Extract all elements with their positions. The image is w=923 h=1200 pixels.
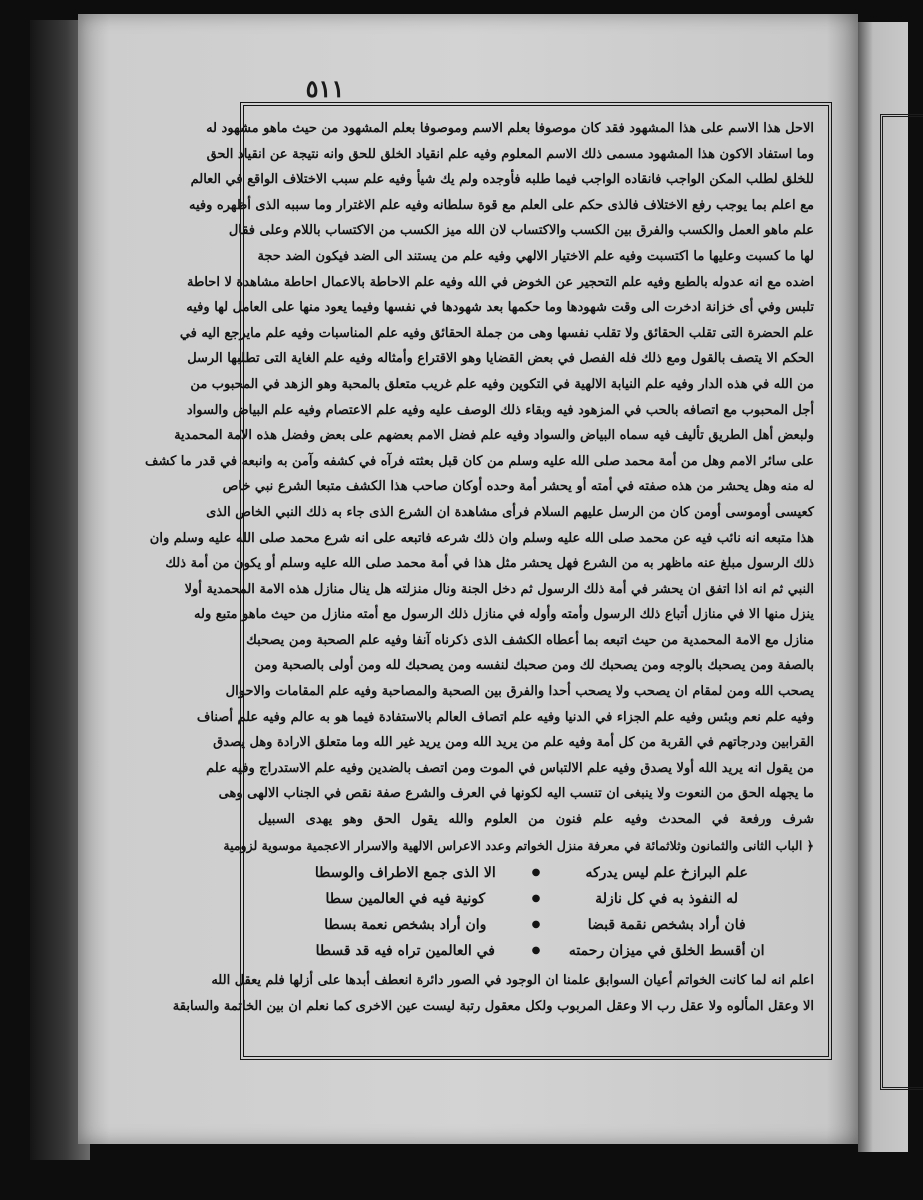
text-line: ولبعض أهل الطريق تأليف فيه سماه البياض والسواد وفيه علم فضل الامم بعضهم على بعض وفضل هذه الامة المحمدية [174,428,814,444]
text-line: تلبس وفي أى خزانة ادخرت الى وقت شهودها وما حكمها بعد شهودها في نفسها وفيما يعود منها على العامل لها وفيه [186,300,814,316]
text-line: من يقول انه يريد الله أولا يصدق وفيه علم الالتباس في الموت ومن اتصف بالضدين وفيه علم الاستدراج وفيه علم [206,760,814,776]
text-block [145,116,814,1052]
verse-first-hemistich: له النفوذ به في كل نازلة [595,891,739,908]
text-line: النبي ثم انه اذا اتفق ان يحشر في أمة ذلك الرسول ثم دخل الجنة ونال منزلته هل ينال منازل هذه الامة المحمدية أولا [184,581,814,597]
chapter-heading: ﴿ الباب الثانى والثمانون وثلاثمائة في معرفة منزل الخواتم وعدد الاعراس الالهية والاسرار الاعجمية موسوية لزومية [223,837,814,853]
text-line: ذلك الرسول مبلغ عنه ماظهر به من الشرع فهل يحشر مثل هذا في أمة محمد صلى الله عليه وسلم أو يكون من أمة ذلك [165,556,814,572]
text-line: بالصفة ومن يصحبك بالوجه ومن يصحبك لك ومن صحبك لنفسه ومن يصحبك لله ومن أولى بالصحبة ومن [254,658,814,674]
text-line: القرابين ودرجاتهم في القربة من كل أمة وفيه علم من يريد الله ومن يريد غير الله وما متعلق الارادة وهل يصدق [213,735,814,751]
text-line: يصحب الله ومن لمقام ان يصحب ولا يصحب أحدا والفرق بين الصحبة والمصاحبة وفيه علم المقامات والاحوال [225,684,814,700]
text-line: شرف ورفعة في المحدث وفيه علم فنون من العلوم والله يقول الحق وهو يهدى السبيل [258,812,814,828]
verse-first-hemistich: ان أقسط الخلق في ميزان رحمته [568,943,765,960]
facing-page-edge [858,22,908,1152]
closing-text [172,968,814,1019]
verse-first-hemistich: علم البرازخ علم ليس يدركه [585,865,748,882]
text-line: وفيه علم نعم وبئس وفيه علم الجزاء في الدنيا وفيه علم اتصاف العالم بالاستفادة فيما هو به عالم وفيه علم أصناف [196,709,814,725]
text-line: كعيسى أوموسى أومن كان من الرسل عليهم السلام فرأى مشاهدة ان الشرع الذى جاء به ذلك النبي الخاص الذى [206,504,814,520]
text-line: أجل المحبوب مع اتصافه بالحب في المزهود فيه وبقاء ذلك الوصف عليه وفيه علم الاعتصام وفيه علم البياض والسواد [186,402,814,418]
verse-separator-dot: ● [531,867,541,879]
facing-page-frame [880,114,923,1090]
poem-verse [294,886,778,912]
verse-first-hemistich: فان أراد بشخص نقمة قبضا [587,917,746,934]
page-number: ٥١١ [305,74,345,103]
text-line: هذا متبعه انه نائب فيه عن محمد صلى الله عليه وسلم وان ذلك شرعه فاتبعه على انه شرع محمد صلى الله عليه وسلم وان [149,530,814,546]
verse-second-hemistich: وان أراد بشخص نعمة بسطا [324,917,487,934]
text-line: منازل مع الامة المحمدية من حيث اتبعه بما أعطاه الكشف الذى ذكرناه آنفا وفيه علم الصحبة ومن يصحبك [246,632,814,648]
text-line: الاحل هذا الاسم على هذا المشهود فقد كان موصوفا بعلم الاسم وموصوفا بعلم المشهود من حيث ماهو مشهود له [206,121,814,136]
verse-separator-dot: ● [531,893,541,905]
text-line: للخلق لطلب المكن الواجب فانقاده الواجب فيما طلبه فأوجده ولم يك شيأ وفيه علم سبب الاختلاف الواقع في العالم [190,172,814,188]
verse-separator-dot: ● [531,945,541,957]
text-line: ينزل منها الا في منازل أتباع ذلك الرسول وأمته وأوله في منازل ذلك الرسول مع أمته منازل من حيث ماهو متبع وله [194,607,814,623]
verse-second-hemistich: الا الذى جمع الاطراف والوسطا [314,865,496,882]
text-line: مع اعلم بما يوجب رفع الاختلاف فالذى حكم على العلم مع قوة سلطانه وفيه علم الاغترار وما سببه الذى أظهره وفيه [188,197,814,213]
text-line: وما استفاد الاكون هذا المشهود مسمى ذلك الاسم المعلوم وفيه علم انقياد الخلق للحق وانه نتيجة عن انقياد الحق [206,146,814,162]
verse-separator-dot: ● [531,919,541,931]
text-line: علم ماهو العمل والكسب والفرق بين الكسب والاكتساب لان الله ميز الكسب من الاكتساب باللام وعلى فقال [228,223,814,239]
poem-verse [294,938,778,964]
text-line: الحكم الا يتصف بالقول ومع ذلك فله الفصل في بعض القضايا وهو الاقتراع وأمثاله وفيه علم الغاية التى تطلبها الرسل [187,351,814,367]
text-line: علم الحضرة التى تقلب الحقائق ولا تقلب نفسها وهى من جملة الحقائق وفيه علم المناسبات وفيه علم مايرجع اليه في [179,325,814,341]
text-line: الا وعقل المألوه ولا عقل رب الا وعقل المربوب ولكل معقول رتبة ليست عين الاخرى كما نعلم ان بين الخاتمة والسابقة [172,998,814,1014]
text-line: اعلم انه لما كانت الخواتم أعيان السوابق علمنا ان الوجود في الصور دائرة انعطف أبدها على أزلها فلم يعقل الله [211,973,814,989]
text-line: ما يجهله الحق من النعوت ولا ينبغى ان تنسب اليه لكونها في العرف والشرع صفة نقص في الجناب الالهى وهى [218,786,814,802]
verse-second-hemistich: كونية فيه في العالمين سطا [325,891,486,908]
text-line: من الله في هذه الدار وفيه علم النيابة الالهية في التكوين وفيه علم غريب متعلق بالمحبة وهو الزهد في المحبوب من [190,376,814,392]
text-line: له منه وهل يحشر من هذه صفته في أمته أو يحشر أمة وحده أوكان صاحب هذا الكشف متبعا الشرع نبي خاص [222,479,814,495]
text-line: على سائر الامم وهل من أمة محمد صلى الله عليه وسلم من كان قبل بعثته فرآه في كشفه وآمن به وانبعه في قدر ما كشف [145,453,814,469]
verse-second-hemistich: في العالمين تراه فيه قد قسطا [315,943,495,960]
poem-verse [294,860,778,886]
poem [294,860,778,964]
text-line: لها ما كسبت وعليها ما اكتسبت وفيه علم الاختيار الالهي وفيه علم من يستند الى الضد فيكون الضد حجة [257,248,814,264]
body-text [145,116,814,833]
poem-verse [294,912,778,938]
text-line: اضده مع انه عدوله بالطبع وفيه علم التحجير عن الخوض في الله وفيه علم الاحاطة بالاعمال احاطة مشاهدة لا احاطة [187,274,814,290]
